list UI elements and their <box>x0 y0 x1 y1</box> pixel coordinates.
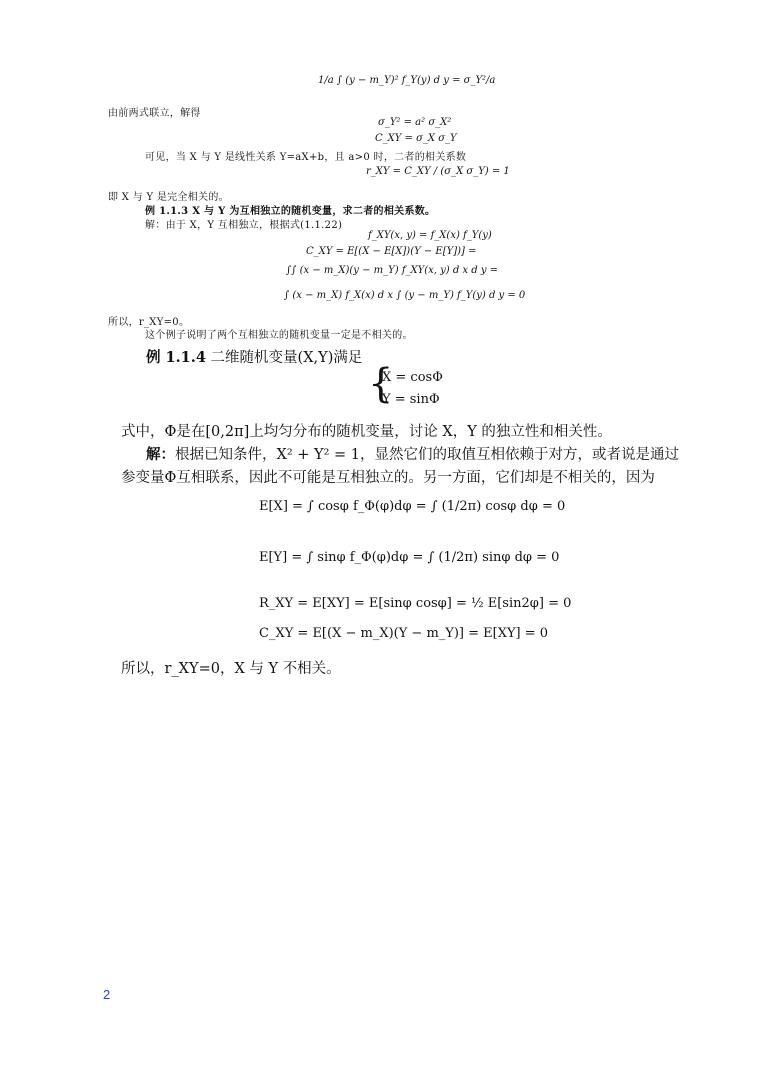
equation-correlation-xy: R_XY = E[XY] = E[sinφ cosφ] = ½ E[sin2φ] = 0 <box>259 596 572 611</box>
solution-text: 根据已知条件，X² + Y² = 1，显然它们的取值互相依赖于对方，或者说是通过 <box>175 447 679 463</box>
example-label: 例 1.1.4 <box>146 349 206 366</box>
solution-line <box>146 443 679 464</box>
page-number: 2 <box>103 987 111 1002</box>
equation-product-integral: ∫ (x − m_X) f_X(x) d x ∫ (y − m_Y) f_Y(y) d y = 0 <box>284 290 526 301</box>
equation-y-sin: Y = sinΦ <box>382 392 440 407</box>
example-heading: 例 1.1.3 X 与 Y 为互相独立的随机变量，求二者的相关系数。 <box>145 206 436 217</box>
text-line: 解：由于 X，Y 互相独立，根据式(1.1.22) <box>145 220 343 231</box>
text-line: 这个例子说明了两个互相独立的随机变量一定是不相关的。 <box>145 330 413 341</box>
equation-sigma: σ_Y² = a² σ_X² <box>378 117 452 128</box>
equation-covariance: C_XY = σ_X σ_Y <box>375 133 457 144</box>
example-heading <box>146 346 362 367</box>
equation-covariance-def: C_XY = E[(X − E[X])(Y − E[Y])] = <box>306 246 477 257</box>
equation-correlation: r_XY = C_XY / (σ_X σ_Y) = 1 <box>366 166 510 177</box>
conclusion-line: 所以，r_XY=0，X 与 Y 不相关。 <box>121 661 341 677</box>
equation-double-integral: ∫∫ (x − m_X)(y − m_Y) f_XY(x, y) d x d y = <box>286 265 499 276</box>
equation-covariance-xy: C_XY = E[(X − m_X)(Y − m_Y)] = E[XY] = 0 <box>259 626 549 641</box>
text-line: 式中，Φ是在[0,2π]上均匀分布的随机变量，讨论 X，Y 的独立性和相关性。 <box>121 424 612 440</box>
equation-expectation-x: E[X] = ∫ cosφ f_Φ(φ)dφ = ∫ (1/2π) cosφ dφ = 0 <box>259 499 566 514</box>
text-line: 由前两式联立，解得 <box>108 108 201 119</box>
text-line: 所以，r_XY=0。 <box>108 317 190 328</box>
example-text: 二维随机变量(X,Y)满足 <box>210 350 363 366</box>
text-line: 即 X 与 Y 是完全相关的。 <box>108 192 229 203</box>
equation-joint-density: f_XY(x, y) = f_X(x) f_Y(y) <box>368 230 492 241</box>
equation-expectation-y: E[Y] = ∫ sinφ f_Φ(φ)dφ = ∫ (1/2π) sinφ dφ = 0 <box>259 550 560 565</box>
equation-variance-y: 1/a ∫ (y − m_Y)² f_Y(y) d y = σ_Y²/a <box>318 75 496 86</box>
solution-label: 解： <box>146 446 175 463</box>
text-line: 可见，当 X 与 Y 是线性关系 Y=aX+b，且 a>0 时，二者的相关系数 <box>145 152 467 163</box>
equation-x-cos: X = cosΦ <box>382 370 443 385</box>
system-brace: { <box>368 361 394 407</box>
text-line: 参变量Φ互相联系，因此不可能是互相独立的。另一方面，它们却是不相关的，因为 <box>121 470 655 486</box>
